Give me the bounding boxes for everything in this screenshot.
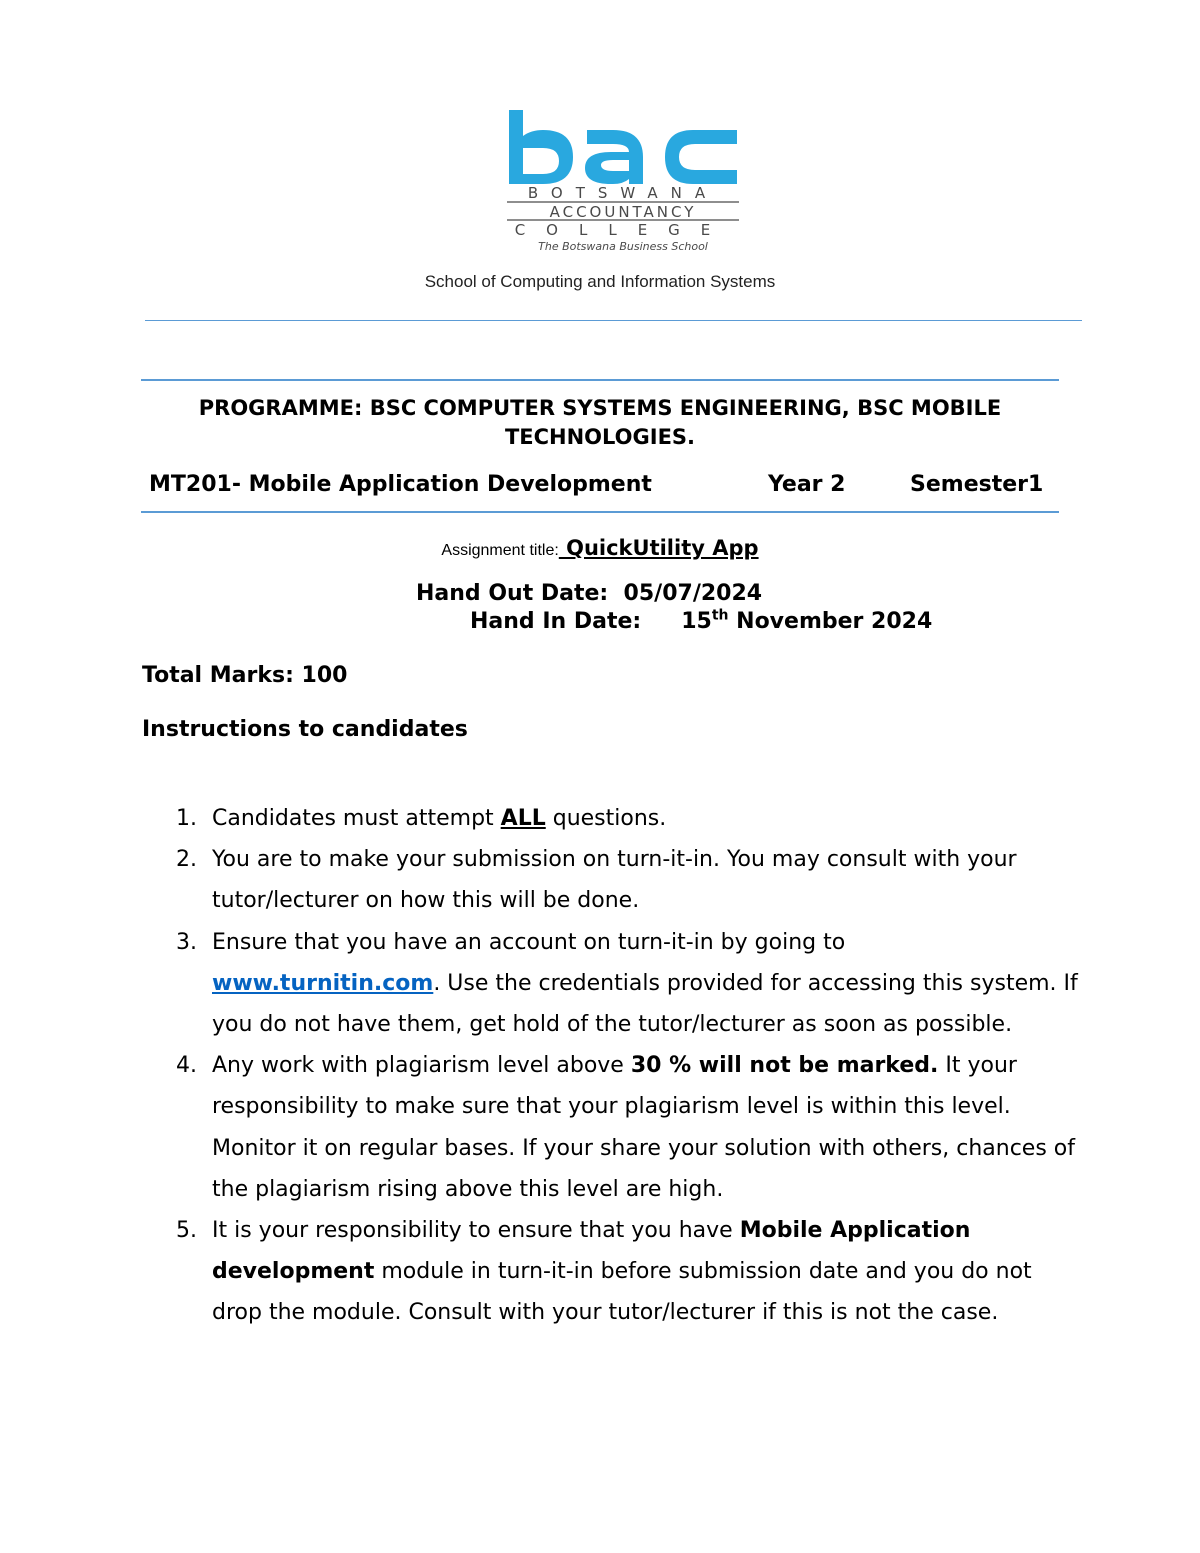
logo-tagline: The Botswana Business School (538, 240, 708, 253)
hand-in-date (470, 609, 932, 634)
logo-letter-c (665, 130, 737, 184)
title-block-bottom-rule (141, 511, 1059, 513)
instruction-item (0, 1045, 1200, 1210)
assignment-title-value: QuickUtility App (558, 536, 759, 560)
college-logo (505, 108, 741, 254)
hand-in-day: 15 (681, 609, 712, 634)
instruction-number: 4. (176, 1053, 197, 1079)
logo-letter-b (509, 110, 573, 184)
instruction-number: 1. (176, 806, 197, 831)
header-rule (145, 320, 1082, 321)
instruction-item (0, 1210, 1200, 1334)
assignment-title-line (0, 536, 1200, 560)
hand-out-date (416, 581, 762, 606)
instructions-list (0, 798, 1200, 1334)
bac-logo-graphic (505, 108, 741, 254)
assignment-title-label: Assignment title: (441, 542, 559, 559)
hand-in-suffix: th (711, 607, 729, 624)
course-semester: Semester1 (910, 472, 1044, 497)
instruction-text: questions. (545, 806, 667, 831)
instruction-text: Ensure that you have an account on turn-it-in by going to (212, 929, 846, 955)
hand-in-label: Hand In Date: (470, 609, 642, 634)
instruction-item (0, 839, 1200, 921)
instructions-heading: Instructions to candidates (142, 717, 468, 742)
logo-line-accountancy: ACCOUNTANCY (549, 203, 697, 221)
logo-line-college: COLLEGE (514, 221, 732, 239)
instruction-text: Candidates must attempt (212, 806, 501, 831)
instruction-text: It is your responsibility to ensure that you have (212, 1218, 740, 1244)
course-code-title: MT201- Mobile Application Development (149, 472, 652, 497)
instruction-text: . Use the credentials provided for accessing this system. If you do not have them, get hold of the tutor/lecturer as soon as possible. (212, 970, 1078, 1038)
logo-line-botswana: BOTSWANA (527, 184, 719, 202)
instruction-number: 3. (176, 929, 197, 955)
instruction-text: It your responsibility to make sure that your plagiarism level is within this level. Monitor it on regular bases. If your share your solution with others, chances of the plagiarism rising above this level are high. (212, 1053, 1075, 1202)
hand-in-rest: November 2024 (736, 609, 933, 634)
turnitin-link[interactable]: www.turnitin.com (212, 970, 434, 996)
hand-out-label: Hand Out Date: (416, 581, 609, 606)
logo-letter-a (585, 130, 643, 184)
instruction-text: module in turn-it-in before submission date and you do not drop the module. Consult with your tutor/lecturer if this is not the case. (212, 1259, 1032, 1326)
instruction-emphasis: 30 % will not be marked. (630, 1053, 939, 1079)
instruction-number: 2. (176, 847, 197, 873)
instruction-text: Any work with plagiarism level above (212, 1053, 631, 1079)
school-name: School of Computing and Information Systems (424, 272, 776, 291)
instruction-emphasis: Mobile Application development (212, 1218, 971, 1285)
instruction-item (0, 922, 1200, 1046)
total-marks: Total Marks: 100 (142, 663, 348, 688)
instruction-number: 5. (176, 1218, 197, 1244)
course-year: Year 2 (768, 472, 846, 497)
hand-out-value: 05/07/2024 (623, 581, 763, 606)
programme-title: PROGRAMME: BSC COMPUTER SYSTEMS ENGINEERING, BSC MOBILE TECHNOLOGIES. (198, 396, 1002, 449)
instruction-emphasis: ALL (500, 806, 546, 831)
instruction-text: You are to make your submission on turn-it-in. You may consult with your tutor/lecturer on how this will be done. (212, 847, 1017, 914)
instruction-item (0, 798, 1200, 839)
title-block-top-rule (141, 379, 1059, 381)
